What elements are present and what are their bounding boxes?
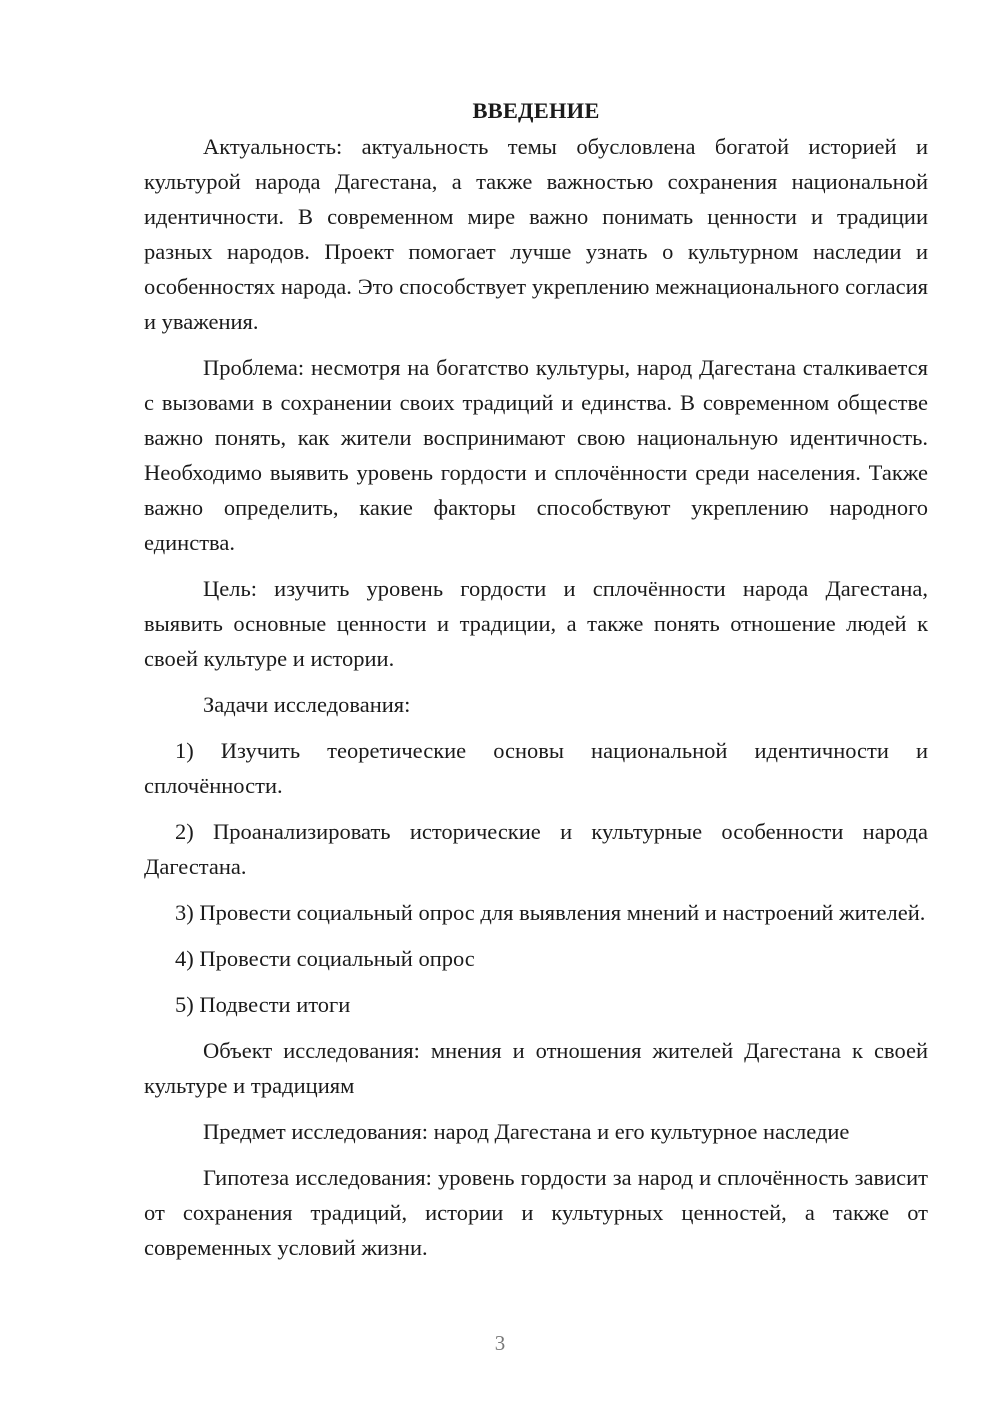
task-item-5: 5) Подвести итоги xyxy=(175,992,351,1017)
paragraph-hypothesis: Гипотеза исследования: уровень гордости за народ и сплочённость зависит от сохранения традиций, истории и культурных ценностей, а также от современных условий жизни. xyxy=(144,1165,928,1260)
paragraph-relevance: Актуальность: актуальность темы обусловлена богатой историей и культурой народа Дагестана, а также важностью сохранения национальной идентичности. В современном мире важно понимать ценности и традиции разных народов. Проект помогает лучше узнать о культурном наследии и особенностях народа. Это способствует укреплению межнационального согласия и уважения. xyxy=(144,134,928,334)
paragraph-problem: Проблема: несмотря на богатство культуры, народ Дагестана сталкивается с вызовами в сохранении своих традиций и единства. В современном обществе важно понять, как жители воспринимают свою национальную идентичность. Необходимо выявить уровень гордости и сплочённости среди населения. Также важно определить, какие факторы способствуют укреплению народного единства. xyxy=(144,355,928,555)
task-item-3: 3) Провести социальный опрос для выявления мнений и настроений жителей. xyxy=(175,900,926,925)
paragraph-goal: Цель: изучить уровень гордости и сплочённости народа Дагестана, выявить основные ценности и традиции, а также понять отношение людей к своей культуре и истории. xyxy=(144,576,928,671)
page-number: 3 xyxy=(494,1331,506,1355)
paragraph-subject: Предмет исследования: народ Дагестана и его культурное наследие xyxy=(203,1119,850,1144)
task-item-4: 4) Провести социальный опрос xyxy=(175,946,475,971)
tasks-heading: Задачи исследования: xyxy=(203,692,411,717)
task-item-2: 2) Проанализировать исторические и культурные особенности народа Дагестана. xyxy=(144,819,928,879)
document-title: ВВЕДЕНИЕ xyxy=(472,98,600,123)
document-page xyxy=(144,96,928,1265)
paragraph-object: Объект исследования: мнения и отношения жителей Дагестана к своей культуре и традициям xyxy=(144,1038,928,1098)
task-item-1: 1) Изучить теоретические основы национальной идентичности и сплочённости. xyxy=(144,738,928,798)
